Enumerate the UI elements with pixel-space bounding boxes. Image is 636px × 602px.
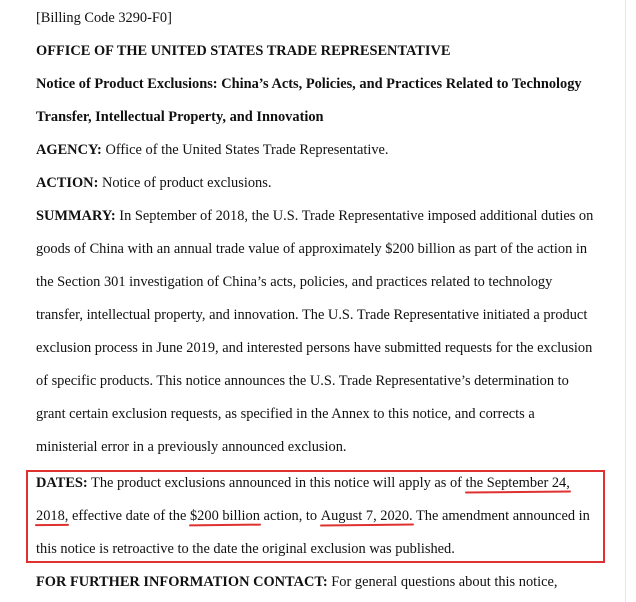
dates-underline-start-date: the September 24,: [465, 475, 570, 491]
agency-label: AGENCY:: [36, 142, 102, 158]
summary-line-4: transfer, intellectual property, and innovation. The U.S. Trade Representative initiated a product: [36, 307, 588, 323]
agency-line: [36, 141, 389, 159]
dates-underline-year: 2018,: [36, 508, 69, 524]
summary-line-1: [36, 207, 593, 225]
dates-text-2a: effective date of the: [68, 508, 190, 524]
summary-line-2: goods of China with an annual trade value of approximately $200 billion as part of the action in: [36, 241, 588, 257]
dates-text-2b: action, to: [259, 508, 321, 524]
summary-label: SUMMARY:: [36, 208, 116, 224]
summary-line-8: ministerial error in a previously announced exclusion.: [36, 439, 347, 455]
action-text: Notice of product exclusions.: [98, 175, 272, 191]
summary-text-1: In September of 2018, the U.S. Trade Representative imposed additional duties on: [115, 208, 594, 224]
action-line: [36, 174, 271, 192]
agency-text: Office of the United States Trade Representative.: [101, 142, 389, 158]
page-edge-rule: [625, 0, 626, 602]
office-heading: OFFICE OF THE UNITED STATES TRADE REPRESENTATIVE: [36, 43, 451, 59]
dates-line-3: this notice is retroactive to the date the original exclusion was published.: [36, 541, 455, 557]
billing-code: [Billing Code 3290-F0]: [36, 10, 172, 26]
dates-text-1: The product exclusions announced in this notice will apply as of: [87, 475, 466, 491]
summary-line-6: of specific products. This notice announces the U.S. Trade Representative’s determination to: [36, 373, 569, 389]
dates-label: DATES:: [36, 475, 88, 491]
dates-text-2c: The amendment announced in: [412, 508, 590, 524]
dates-line-1: [36, 474, 570, 492]
dates-line-2: [36, 507, 590, 525]
dates-underline-amount: $200 billion: [189, 508, 260, 524]
dates-underline-end-date: August 7, 2020.: [320, 508, 413, 524]
further-info-label: FOR FURTHER INFORMATION CONTACT:: [36, 574, 328, 590]
title-line-2: Transfer, Intellectual Property, and Innovation: [36, 109, 324, 125]
summary-line-7: grant certain exclusion requests, as specified in the Annex to this notice, and corrects a: [36, 406, 535, 422]
title-line-1: Notice of Product Exclusions: China’s Acts, Policies, and Practices Related to Technology: [36, 76, 582, 92]
further-info-line: [36, 573, 558, 591]
further-info-text: For general questions about this notice,: [327, 574, 558, 590]
summary-line-3: the Section 301 investigation of China’s acts, policies, and practices related to technology: [36, 274, 553, 290]
action-label: ACTION:: [36, 175, 99, 191]
summary-line-5: exclusion process in June 2019, and interested persons have submitted requests for the exclusion: [36, 340, 593, 356]
